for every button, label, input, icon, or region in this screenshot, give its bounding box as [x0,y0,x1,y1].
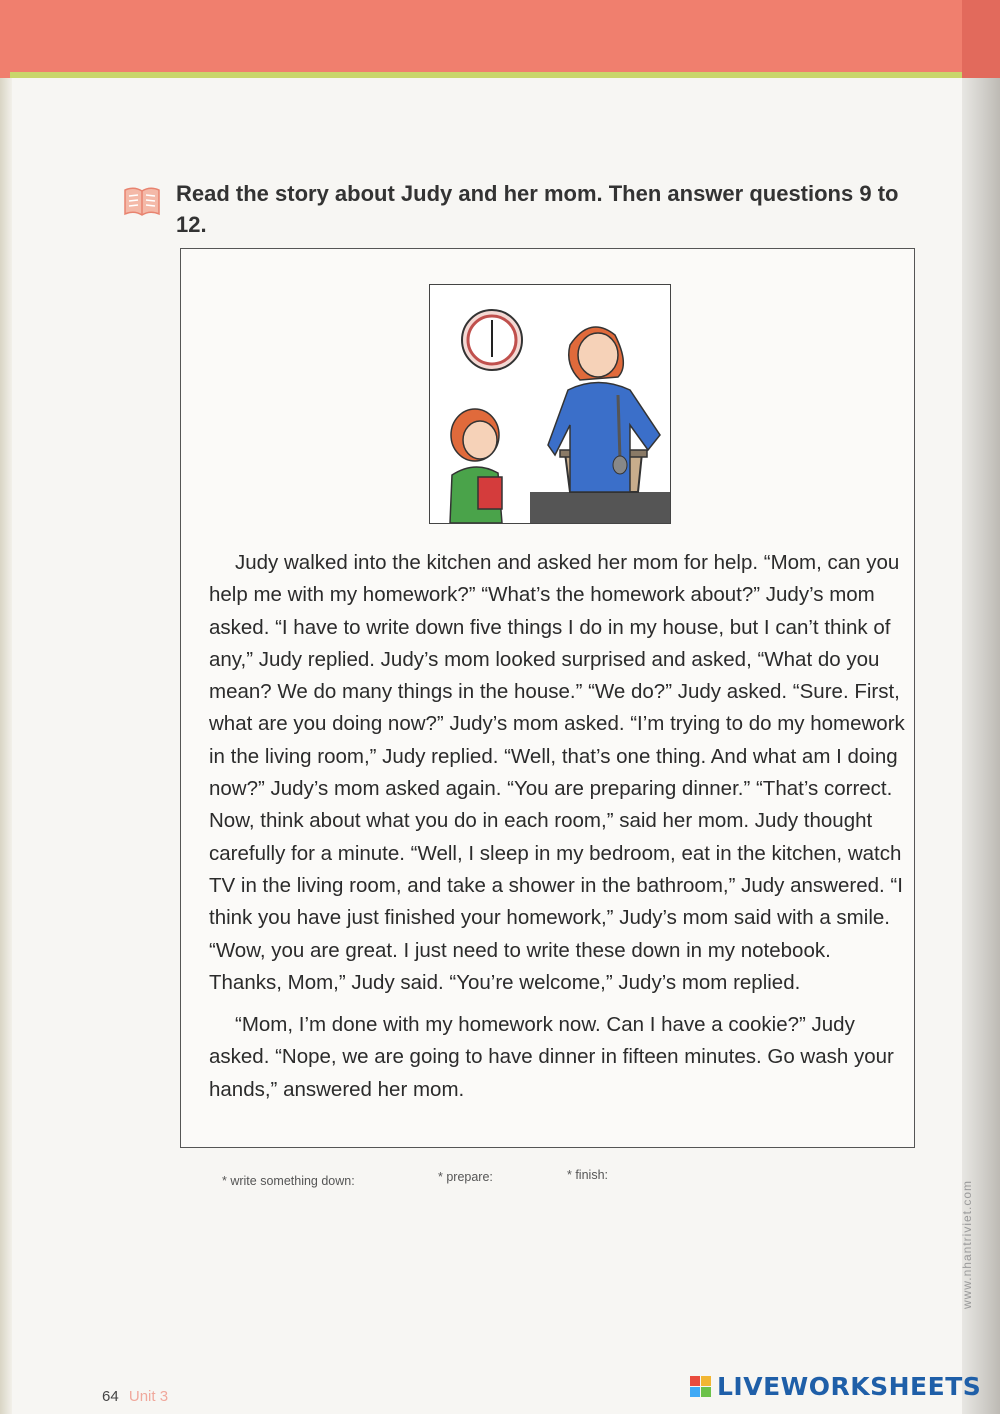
story-text [209,547,909,1116]
story-box [180,248,915,1148]
liveworksheets-mark-icon [690,1376,711,1397]
page-footer [102,1388,168,1405]
kitchen-illustration [429,284,671,524]
page-left-edge [0,78,12,1414]
glossary-finish: * finish: [567,1168,608,1182]
instruction-text: Read the story about Judy and her mom. Then answer questions 9 to 12. [176,181,899,237]
judy-figure [450,409,502,523]
glossary-prepare: * prepare: [438,1170,493,1184]
liveworksheets-brand: LIVEWORKSHEETS [717,1372,982,1401]
instruction [122,178,922,240]
page-gutter-top [962,0,1000,78]
header-band [0,0,965,78]
clock-icon [462,310,522,370]
open-book-icon [122,184,162,218]
unit-label: Unit 3 [128,1388,169,1405]
publisher-watermark: www.nhantriviet.com [960,1180,974,1310]
page-number: 64 [102,1388,119,1405]
story-paragraph-1: Judy walked into the kitchen and asked her mom for help. “Mom, can you help me with my homework?” “What’s the homework about?” Judy’s mom asked. “I have to write down five things I do in my house, but I can’t think of any,” Judy replied. Judy’s mom looked surprised and asked, “What do you mean? We do many things in the house.” “We do?” Judy asked. “Sure. First, what are you doing now?” Judy’s mom asked. “I’m trying to do my homework in the living room,” Judy replied. “Well, that’s one thing. And what am I doing now?” Judy’s mom asked again. “You are preparing dinner.” “That’s correct. Now, think about what you do in each room,” said her mom. Judy thought carefully for a minute. “Well, I sleep in my bedroom, eat in the kitchen, watch TV in the living room, and take a shower in the bathroom,” Judy answered. “I think you have just finished your homework,” Judy’s mom said with a smile. “Wow, you are great. I just need to write these down in my notebook. Thanks, Mom,” Judy said. “You’re welcome,” Judy’s mom replied. [209,551,905,994]
liveworksheets-logo[interactable] [690,1372,981,1401]
header-stripe [10,72,965,78]
mom-figure [548,327,660,492]
glossary-write-down: * write something down: [222,1174,355,1188]
story-paragraph-2: “Mom, I’m done with my homework now. Can I have a cookie?” Judy asked. “Nope, we are going to have dinner in fifteen minutes. Go wash your hands,” answered her mom. [209,1013,894,1101]
